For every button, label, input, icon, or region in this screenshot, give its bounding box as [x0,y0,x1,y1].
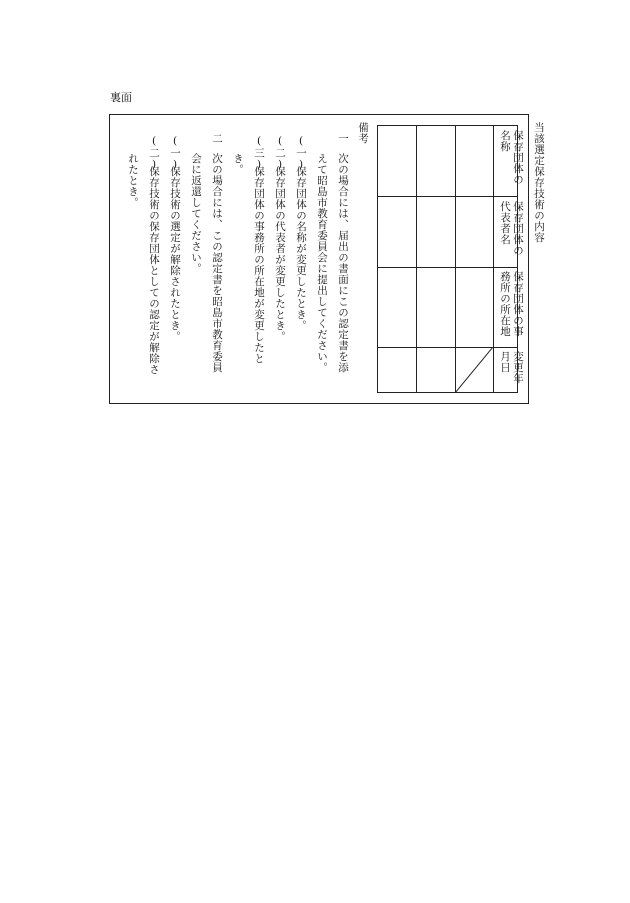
note-2-number: 二 [211,133,223,144]
note-1-sub-3-mark: (三) [253,135,265,171]
page-title: 裏面 [110,91,132,104]
notes-heading: 備考 [357,122,369,144]
note-1-sub-3-line-1: 保存団体の事務所の所在地が変更したと [253,166,265,364]
header-association-name: 保存団体の名称 [499,130,524,185]
header-representative-name: 保存団体の代表者名 [499,201,524,256]
note-1-sub-1-mark: (一) [295,135,307,171]
header-change-date: 変更年月日 [499,351,524,384]
note-2-sub-1: 保存技術の選定が解除されたとき。 [169,166,181,342]
note-1-sub-3-line-2: き。 [232,153,244,175]
note-1-number: 一 [337,133,349,144]
note-1-sub-2: 保存団体の代表者が変更したとき。 [274,166,286,342]
header-office-address: 保存団体の事務所の所在地 [499,271,524,337]
note-1-sub-1: 保存団体の名称が変更したとき。 [295,166,307,331]
note-2-line-2: 会に返還してください。 [190,153,202,274]
note-2-sub-2-line-1: 保存技術の保存団体としての認定が解除さ [148,166,160,375]
note-1-line-1: 次の場合には、届出の書面にこの認定書を添 [337,153,349,373]
note-2-line-1: 次の場合には、この認定書を昭島市教育委員 [211,153,223,373]
diagonal-slash [455,347,493,393]
note-1-sub-2-mark: (二) [274,135,286,171]
note-1-line-2: えて昭島市教育委員会に提出してください。 [316,153,328,373]
note-2-sub-2-mark: (二) [148,135,160,171]
note-2-sub-1-mark: (一) [169,135,181,171]
note-2-sub-2-line-2: れたとき。 [127,153,139,208]
content-heading: 当該選定保存技術の内容 [533,122,545,243]
